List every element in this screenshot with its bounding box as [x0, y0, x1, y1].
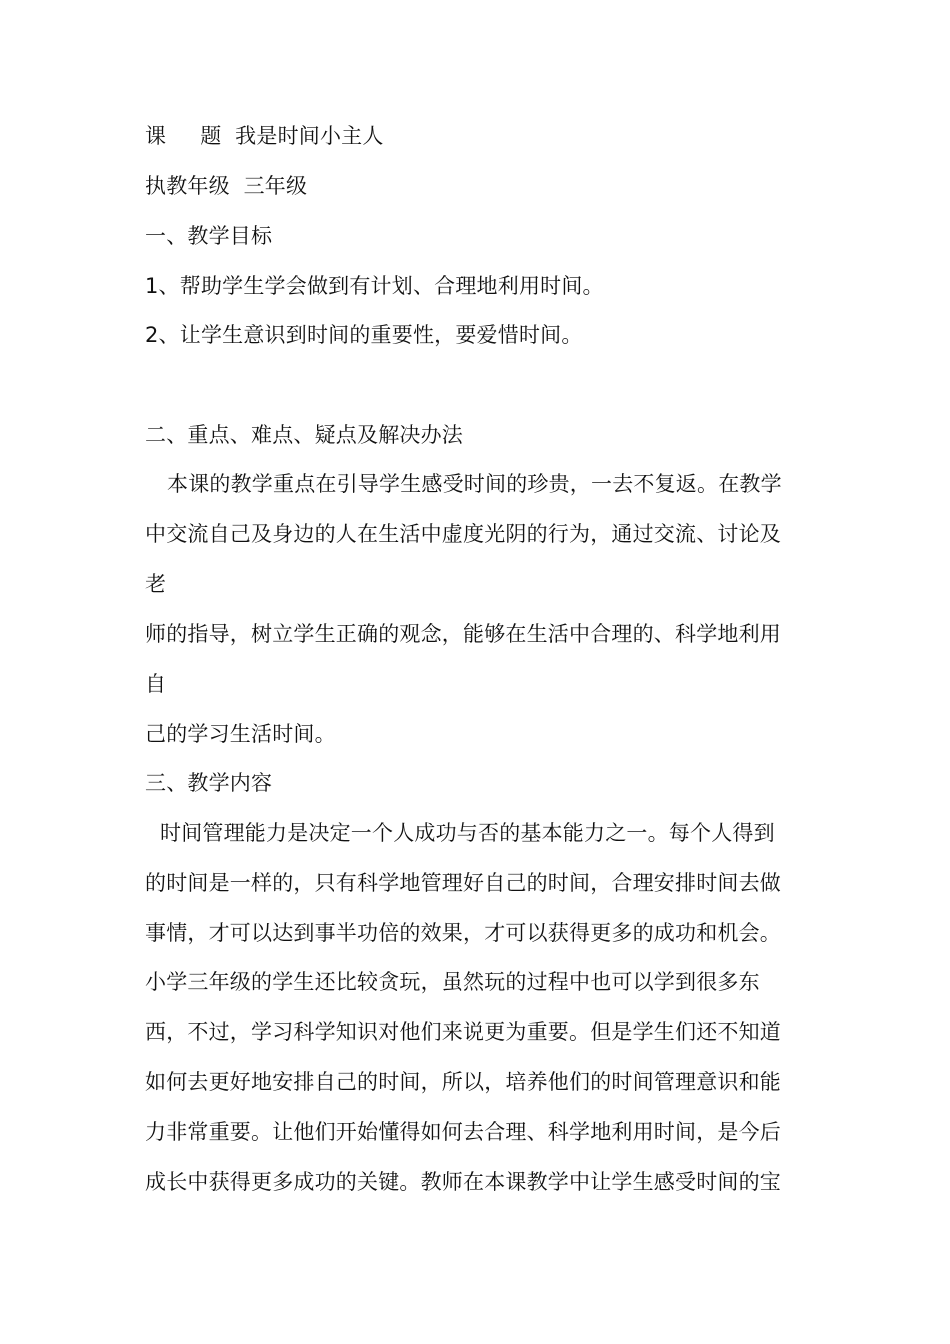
section3-paragraph-line: 西，不过，学习科学知识对他们来说更为重要。但是学生们还不知道 — [145, 1020, 781, 1044]
section1-item: 2、让学生意识到时间的重要性，要爱惜时间。 — [145, 323, 583, 347]
section3-heading: 三、教学内容 — [145, 771, 273, 795]
grade-label: 执教年级 — [145, 174, 230, 198]
section3-paragraph-line: 成长中获得更多成功的关键。教师在本课教学中让学生感受时间的宝 — [145, 1170, 781, 1194]
section1-item: 1、帮助学生学会做到有计划、合理地利用时间。 — [145, 274, 604, 298]
topic-value: 我是时间小主人 — [235, 124, 384, 148]
grade-line — [145, 172, 307, 200]
section3-paragraph-line: 小学三年级的学生还比较贪玩，虽然玩的过程中也可以学到很多东 — [145, 970, 760, 994]
section2-paragraph-line: 中交流自己及身边的人在生活中虚度光阴的行为，通过交流、讨论及 — [145, 522, 781, 546]
section3-paragraph-line: 事情，才可以达到事半功倍的效果，才可以获得更多的成功和机会。 — [145, 921, 781, 945]
section2-paragraph-line: 老 — [145, 572, 167, 596]
grade-value: 三年级 — [243, 174, 308, 198]
section3-paragraph-line: 力非常重要。让他们开始懂得如何去合理、科学地利用时间，是今后 — [145, 1120, 781, 1144]
topic-line — [145, 122, 384, 150]
section2-paragraph-line: 自 — [145, 672, 167, 696]
section2-paragraph-line: 己的学习生活时间。 — [145, 722, 336, 746]
section2-paragraph-line: 师的指导，树立学生正确的观念，能够在生活中合理的、科学地利用 — [145, 622, 781, 646]
section3-paragraph-line: 时间管理能力是决定一个人成功与否的基本能力之一。每个人得到 — [160, 821, 775, 845]
section3-paragraph-line: 如何去更好地安排自己的时间，所以，培养他们的时间管理意识和能 — [145, 1070, 781, 1094]
topic-label-1: 课 — [145, 124, 167, 148]
section3-paragraph-line: 的时间是一样的，只有科学地管理好自己的时间，合理安排时间去做 — [145, 871, 781, 895]
section2-paragraph-line: 本课的教学重点在引导学生感受时间的珍贵，一去不复返。在教学 — [167, 472, 782, 496]
section1-heading: 一、教学目标 — [145, 224, 273, 248]
topic-label-2: 题 — [200, 124, 222, 148]
section2-heading: 二、重点、难点、疑点及解决办法 — [145, 423, 463, 447]
